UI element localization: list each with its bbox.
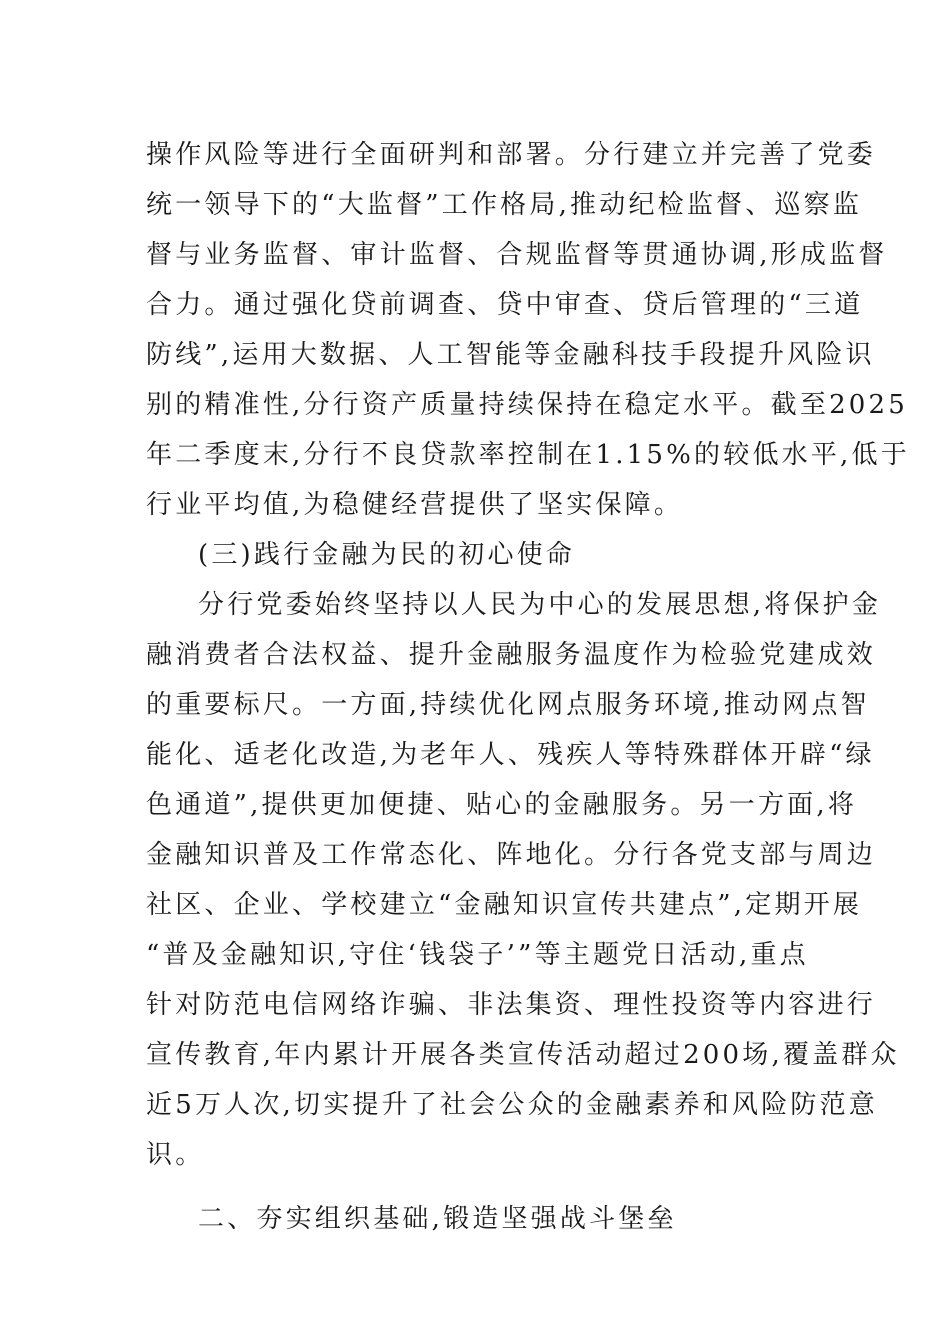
paragraph-line: 别的精准性,分行资产质量持续保持在稳定水平。截至2025 xyxy=(146,390,909,420)
paragraph-line: 针对防范电信网络诈骗、非法集资、理性投资等内容进行 xyxy=(146,990,877,1020)
paragraph-line: 色通道”,提供更加便捷、贴心的金融服务。另一方面,将 xyxy=(146,790,858,820)
paragraph-line: 近5万人次,切实提升了社会公众的金融素养和风险防范意 xyxy=(146,1090,879,1120)
paragraph-line: 分行党委始终坚持以人民为中心的发展思想,将保护金 xyxy=(198,590,882,620)
paragraph-finance-for-people xyxy=(146,580,900,1180)
paragraph-line: 能化、适老化改造,为老年人、残疾人等特殊群体开辟“绿 xyxy=(146,740,875,770)
paragraph-line: 宣传教育,年内累计开展各类宣传活动超过200场,覆盖群众 xyxy=(146,1040,900,1070)
section-heading: 二、夯实组织基础,锻造坚强战斗堡垒 xyxy=(198,1204,677,1234)
paragraph-line: 的重要标尺。一方面,持续优化网点服务环境,推动网点智 xyxy=(146,690,870,720)
paragraph-line: “普及金融知识,守住‘钱袋子’”等主题党日活动,重点 xyxy=(146,940,809,970)
paragraph-line: 操作风险等进行全面研判和部署。分行建立并完善了党委 xyxy=(146,140,877,170)
paragraph-line: 行业平均值,为稳健经营提供了坚实保障。 xyxy=(146,490,684,520)
paragraph-risk-control xyxy=(146,130,910,530)
paragraph-line: 合力。通过强化贷前调查、贷中审查、贷后管理的“三道 xyxy=(146,290,864,320)
subheading: (三)践行金融为民的初心使命 xyxy=(198,540,576,570)
paragraph-line: 督与业务监督、审计监督、合规监督等贯通协调,形成监督 xyxy=(146,240,888,270)
paragraph-line: 社区、企业、学校建立“金融知识宣传共建点”,定期开展 xyxy=(146,890,863,920)
paragraph-line: 金融知识普及工作常态化、阵地化。分行各党支部与周边 xyxy=(146,840,877,870)
paragraph-line: 识。 xyxy=(146,1140,205,1170)
paragraph-line: 年二季度末,分行不良贷款率控制在1.15%的较低水平,低于 xyxy=(146,440,910,470)
paragraph-line: 防线”,运用大数据、人工智能等金融科技手段提升风险识 xyxy=(146,340,875,370)
document-body xyxy=(146,130,910,1244)
paragraph-line: 融消费者合法权益、提升金融服务温度作为检验党建成效 xyxy=(146,640,877,670)
paragraph-line: 统一领导下的“大监督”工作格局,推动纪检监督、巡察监 xyxy=(146,190,863,220)
